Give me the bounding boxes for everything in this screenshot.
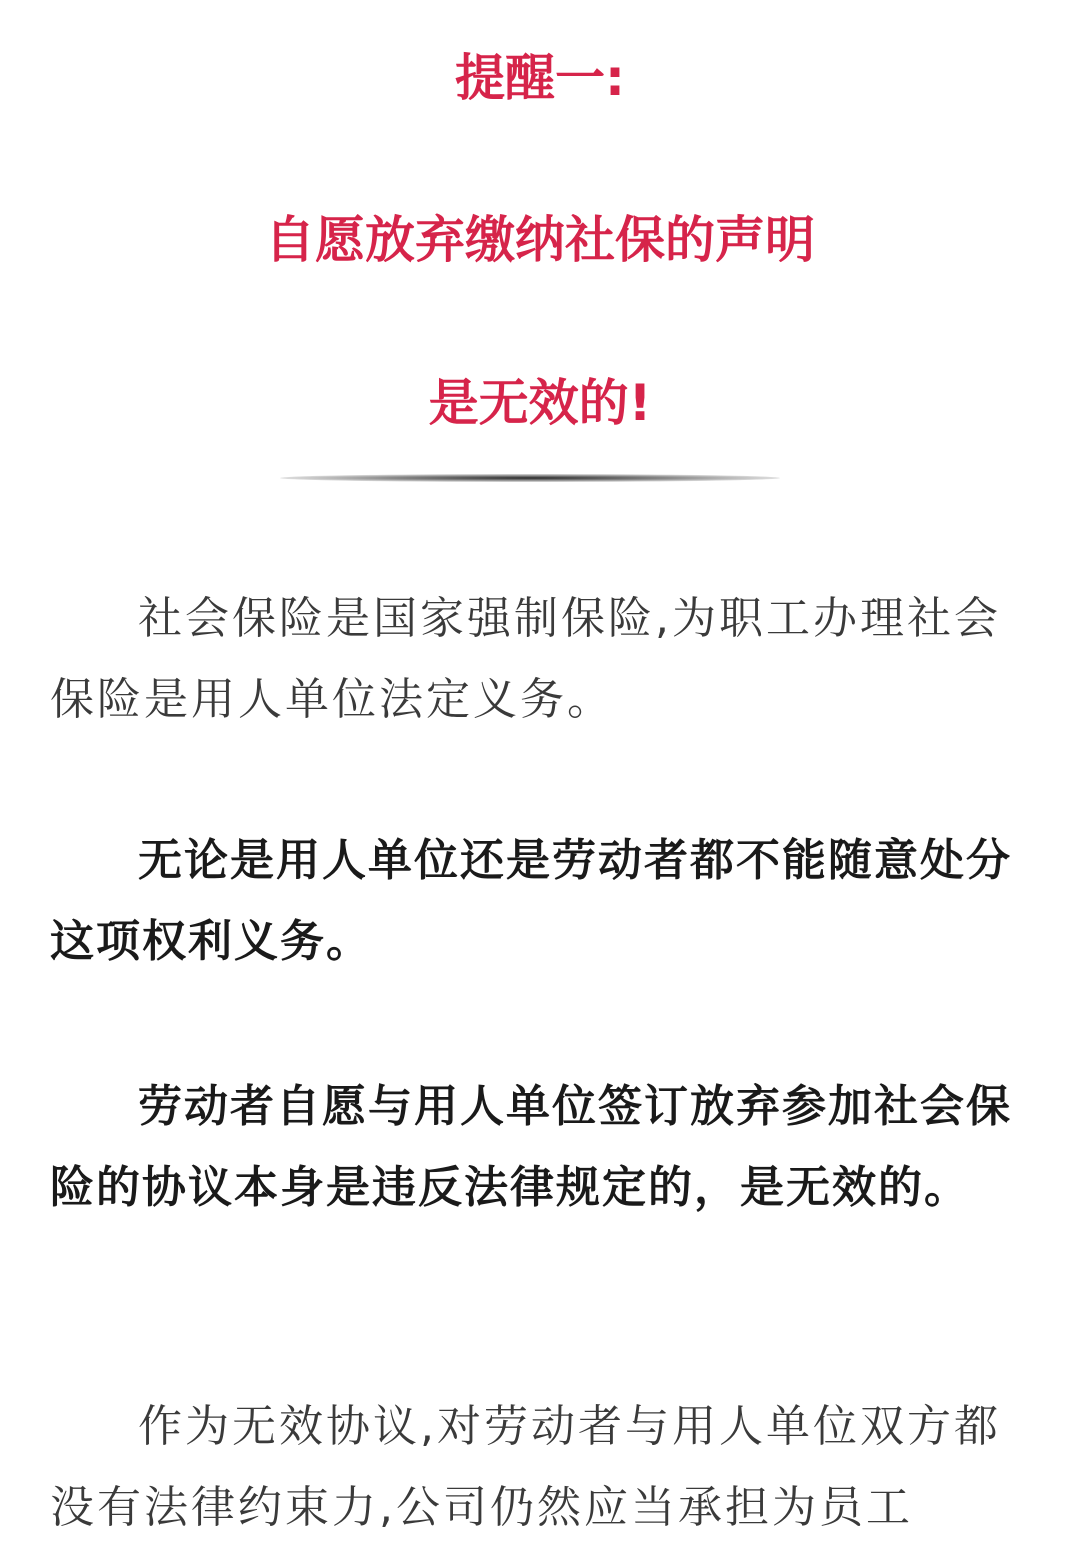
- paragraph-rights-obligations: 无论是用人单位还是劳动者都不能随意处分这项权利义务。: [50, 835, 1012, 967]
- headline-line-1: 自愿放弃缴纳社保的声明: [265, 211, 815, 269]
- paragraph-agreement-invalid: 劳动者自愿与用人单位签订放弃参加社会保险的协议本身是违反法律规定的，是无效的。: [50, 1081, 1012, 1213]
- section-divider: [280, 474, 780, 482]
- paragraph-social-insurance: 社会保险是国家强制保险,为职工办理社会保险是用人单位法定义务。: [50, 593, 1001, 725]
- headline-line-2: 是无效的!: [428, 374, 652, 432]
- paragraph-no-legal-effect: 作为无效协议,对劳动者与用人单位双方都没有法律约束力,公司仍然应当承担为员工: [50, 1401, 1001, 1533]
- reminder-label: 提醒一:: [455, 49, 625, 107]
